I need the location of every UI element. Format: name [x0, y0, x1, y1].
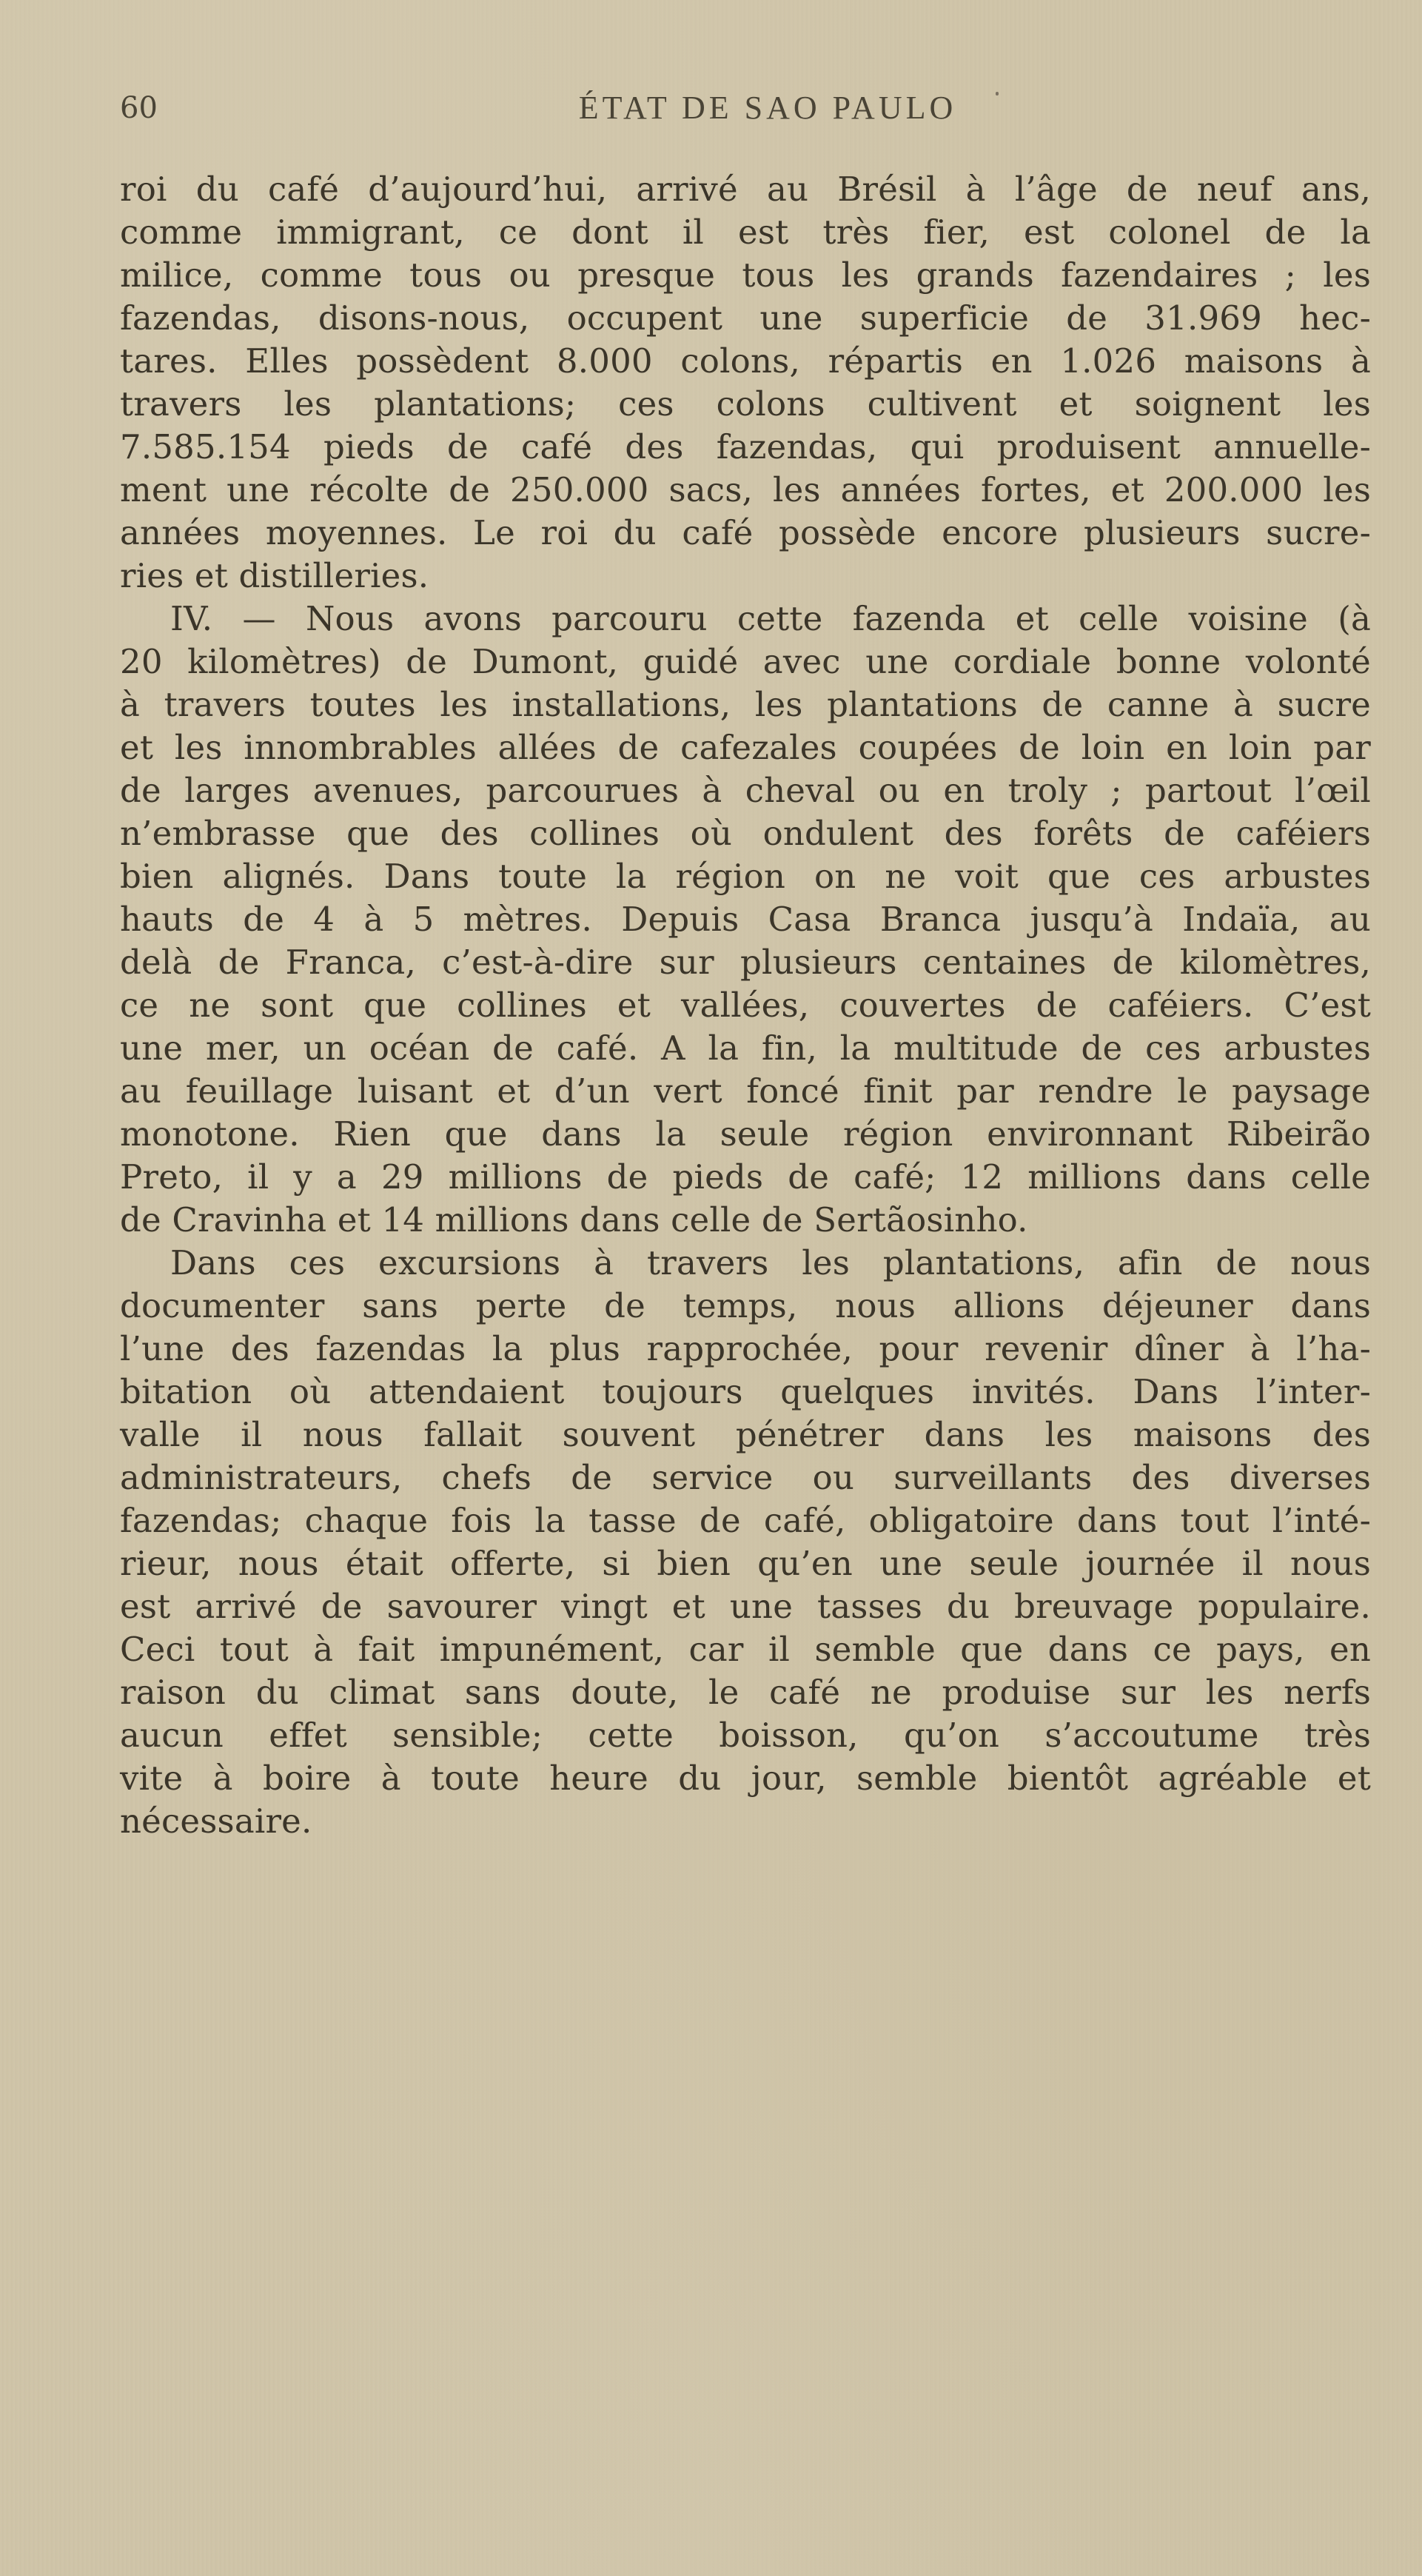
text-line: à travers toutes les installations, les plantations de canne à sucre	[120, 685, 1371, 724]
running-title-text: ÉTAT DE SAO PAULO	[578, 90, 957, 126]
text-line: Dans ces excursions à travers les plantations, afin de nous	[170, 1243, 1371, 1282]
text-line: Preto, il y a 29 millions de pieds de café; 12 millions dans celle	[120, 1157, 1371, 1197]
text-line: nécessaire.	[120, 1801, 312, 1841]
text-line: de larges avenues, parcourues à cheval ou en troly ; partout l’œil	[120, 771, 1371, 810]
text-line: documenter sans perte de temps, nous allions déjeuner dans	[120, 1286, 1371, 1325]
text-line: fazendas, disons-nous, occupent une superficie de 31.969 hec-	[120, 298, 1371, 338]
text-line: comme immigrant, ce dont il est très fier, est colonel de la	[120, 213, 1371, 252]
text-line: une mer, un océan de café. A la fin, la multitude de ces arbustes	[120, 1028, 1371, 1068]
text-line: milice, comme tous ou presque tous les grands fazendaires ; les	[120, 255, 1371, 295]
text-line: travers les plantations; ces colons cultivent et soignent les	[120, 384, 1371, 424]
text-line: n’embrasse que des collines où ondulent des forêts de caféiers	[120, 814, 1371, 853]
text-line: bitation où attendaient toujours quelques invités. Dans l’inter-	[120, 1372, 1371, 1411]
text-line: l’une des fazendas la plus rapprochée, pour revenir dîner à l’ha-	[120, 1329, 1371, 1368]
text-line: années moyennes. Le roi du café possède encore plusieurs sucre-	[120, 513, 1371, 552]
text-line: rieur, nous était offerte, si bien qu’en une seule journée il nous	[120, 1544, 1371, 1583]
text-line: et les innombrables allées de cafezales coupées de loin en loin par	[120, 728, 1371, 767]
text-line: delà de Franca, c’est-à-dire sur plusieurs centaines de kilomètres,	[120, 943, 1371, 982]
text-line: 7.585.154 pieds de café des fazendas, qui produisent annuelle-	[120, 427, 1371, 466]
text-line: ries et distilleries.	[120, 556, 429, 595]
text-line: bien alignés. Dans toute la région on ne voit que ces arbustes	[120, 857, 1371, 896]
text-line: de Cravinha et 14 millions dans celle de Sertãosinho.	[120, 1200, 1028, 1240]
text-line: raison du climat sans doute, le café ne produise sur les nerfs	[120, 1673, 1371, 1712]
text-line: hauts de 4 à 5 mètres. Depuis Casa Branca jusqu’à Indaïa, au	[120, 900, 1371, 939]
running-head	[120, 86, 1371, 130]
text-line: tares. Elles possèdent 8.000 colons, répartis en 1.026 maisons à	[120, 341, 1371, 381]
page-number: 60	[120, 91, 158, 125]
section-heading-line: IV. — Nous avons parcouru cette fazenda et celle voisine (à	[170, 599, 1371, 638]
text-line: monotone. Rien que dans la seule région environnant Ribeirão	[120, 1114, 1371, 1154]
paragraph-excursions	[120, 1242, 1371, 1843]
body-text	[120, 168, 1371, 1843]
text-line: 20 kilomètres) de Dumont, guidé avec une cordiale bonne volonté	[120, 642, 1371, 681]
text-line: fazendas; chaque fois la tasse de café, obligatoire dans tout l’inté-	[120, 1501, 1371, 1540]
paragraph-section-iv	[120, 598, 1371, 1242]
text-line: administrateurs, chefs de service ou surveillants des diverses	[120, 1458, 1371, 1497]
text-line: aucun effet sensible; cette boisson, qu’on s’accoutume très	[120, 1716, 1371, 1755]
text-line: ce ne sont que collines et vallées, couvertes de caféiers. C’est	[120, 986, 1371, 1025]
running-title	[120, 86, 1371, 130]
text-line: au feuillage luisant et d’un vert foncé finit par rendre le paysage	[120, 1071, 1371, 1111]
text-line: roi du café d’aujourd’hui, arrivé au Brésil à l’âge de neuf ans,	[120, 170, 1371, 209]
text-line: ment une récolte de 250.000 sacs, les années fortes, et 200.000 les	[120, 470, 1371, 509]
text-line: valle il nous fallait souvent pénétrer dans les maisons des	[120, 1415, 1371, 1454]
ink-speck	[996, 92, 999, 96]
text-line: Ceci tout à fait impunément, car il semble que dans ce pays, en	[120, 1630, 1371, 1669]
text-line: est arrivé de savourer vingt et une tasses du breuvage populaire.	[120, 1587, 1371, 1626]
text-line: vite à boire à toute heure du jour, semble bientôt agréable et	[120, 1759, 1371, 1798]
paragraph-coffee-king	[120, 168, 1371, 598]
